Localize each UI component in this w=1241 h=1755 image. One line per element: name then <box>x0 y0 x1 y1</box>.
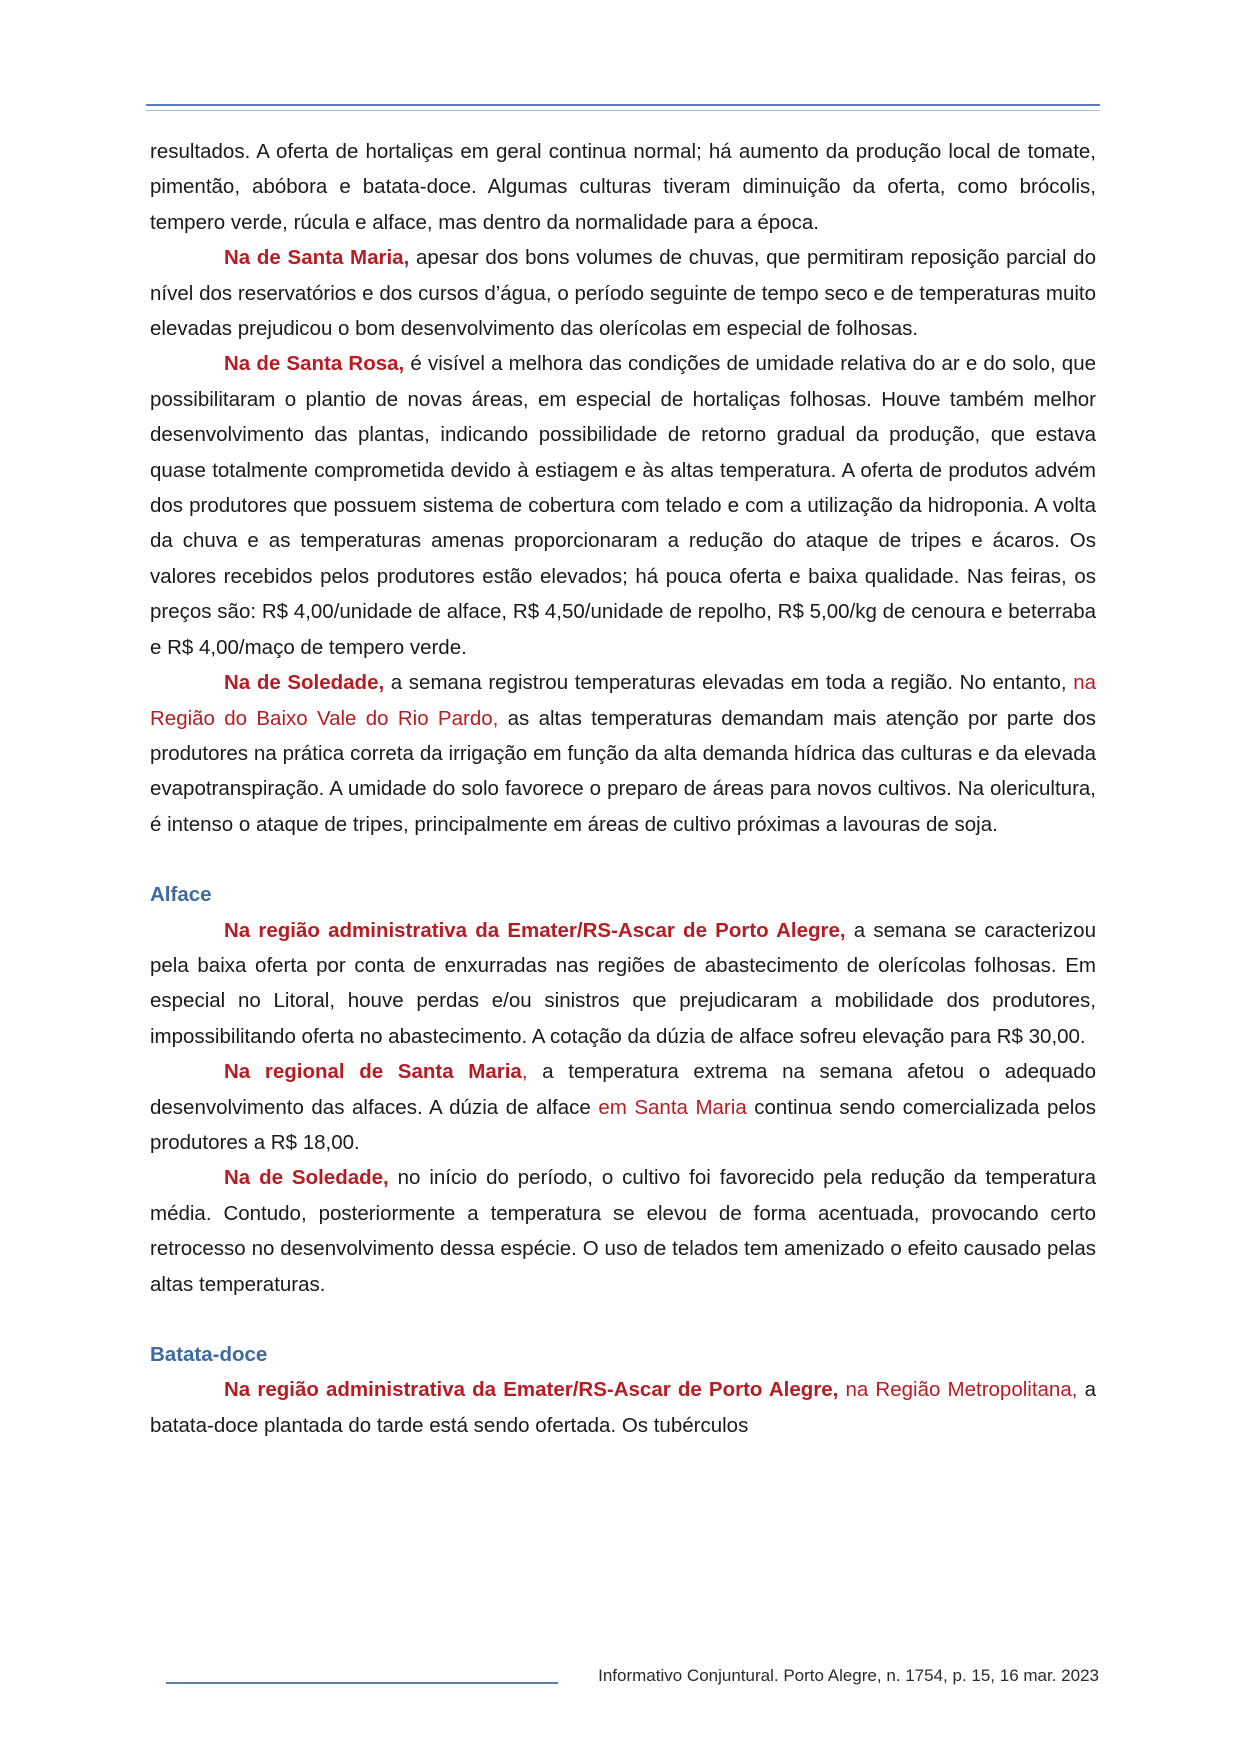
paragraph-text: é visível a melhora das condições de umidade relativa do ar e do solo, que possibilitaram o plantio de novas áreas, em especial de hortaliças folhosas. Houve também melhor desenvolvimento das plantas, indicando possibilidade de retorno gradual da produção, que estava quase totalmente comprometida devido à estiagem e às altas temperatura. A oferta de produtos advém dos produtores que possuem sistema de cobertura com telado e com a utilização da hidroponia. A volta da chuva e as temperaturas amenas proporcionaram a redução do ataque de tripes e ácaros. Os valores recebidos pelos produtores estão elevados; há pouca oferta e baixa qualidade. Nas feiras, os preços são: R$ 4,00/unidade de alface, R$ 4,50/unidade de repolho, R$ 5,00/kg de cenoura e beterraba e R$ 4,00/maço de tempero verde. <box>150 352 1096 659</box>
region-lead: Na regional de Santa Maria <box>224 1060 522 1084</box>
paragraph-text: a semana registrou temperaturas elevadas em toda a região. No entanto, <box>384 671 1074 695</box>
footer-citation: Informativo Conjuntural. Porto Alegre, n. 1754, p. 15, 16 mar. 2023 <box>598 1666 1099 1685</box>
paragraph-text: no início do período, o cultivo foi favorecido pela redução da temperatura média. Contudo, posteriormente a temperatura se elevou de forma acentuada, provocando certo retrocesso no desenvolvimento dessa espécie. O uso de telados tem amenizado o efeito causado pelas altas temperaturas. <box>150 1166 1096 1296</box>
paragraph-santa-maria <box>150 240 1096 346</box>
paragraph-text: a batata-doce plantada do tarde está sendo ofertada. Os tubérculos <box>150 1378 1096 1437</box>
region-highlight: na Região do Baixo Vale do Rio Pardo, <box>150 671 1096 730</box>
region-highlight: em Santa Maria <box>598 1095 747 1119</box>
region-lead: Na de Santa Maria, <box>224 246 410 270</box>
section-title-batata-doce: Batata-doce <box>150 1343 268 1366</box>
region-lead: Na de Santa Rosa, <box>224 352 405 376</box>
paragraph-text: a semana se caracterizou pela baixa oferta por conta de enxurradas nas regiões de abastecimento de olerícolas folhosas. Em especial no Litoral, houve perdas e/ou sinistros que prejudicaram a mobilidade dos produtores, impossibilitando oferta no abastecimento. A cotação da dúzia de alface sofreu elevação para R$ 30,00. <box>150 918 1096 1048</box>
paragraph-text: continua sendo comercializada pelos produtores a R$ 18,00. <box>150 1095 1097 1154</box>
paragraph-text: as altas temperaturas demandam mais atenção por parte dos produtores na prática correta da irrigação em função da alta demanda hídrica das culturas e da elevada evapotranspiração. A umidade do solo favorece o preparo de áreas para novos cultivos. Na olericultura, é intenso o ataque de tripes, principalmente em áreas de cultivo próximas a lavouras de soja. <box>150 706 1096 836</box>
region-lead: Na região administrativa da Emater/RS-Ascar de Porto Alegre, <box>224 1378 839 1402</box>
page-body <box>150 134 1096 1443</box>
region-lead: Na de Soledade, <box>224 671 385 695</box>
region-lead: Na região administrativa da Emater/RS-Ascar de Porto Alegre, <box>224 918 846 942</box>
region-comma: , <box>521 1060 528 1084</box>
paragraph-text: a temperatura extrema na semana afetou o adequado desenvolvimento das alfaces. A dúzia de alface <box>150 1060 1096 1119</box>
header-rule <box>146 104 1100 111</box>
paragraph-soledade <box>150 665 1096 842</box>
paragraph-alface-santa-maria <box>150 1054 1096 1160</box>
paragraph-alface-soledade <box>150 1160 1096 1302</box>
paragraph-alface-porto-alegre <box>150 913 1096 1055</box>
region-lead: Na de Soledade, <box>224 1166 389 1190</box>
region-highlight: na Região Metropolitana, <box>838 1378 1078 1402</box>
footer-rule <box>166 1682 558 1684</box>
section-spacer <box>150 842 1096 877</box>
paragraph-santa-rosa <box>150 346 1096 665</box>
paragraph: resultados. A oferta de hortaliças em geral continua normal; há aumento da produção local de tomate, pimentão, abóbora e batata-doce. Algumas culturas tiveram diminuição da oferta, como brócolis, tempero verde, rúcula e alface, mas dentro da normalidade para a época. <box>150 140 1096 234</box>
section-title-alface: Alface <box>150 883 212 907</box>
paragraph-text: apesar dos bons volumes de chuvas, que permitiram reposição parcial do nível dos reservatórios e dos cursos d’água, o período seguinte de tempo seco e de temperaturas muito elevadas prejudicou o bom desenvolvimento das olerícolas em especial de folhosas. <box>150 246 1096 341</box>
paragraph-batata-porto-alegre <box>150 1372 1096 1443</box>
section-spacer <box>150 1302 1096 1337</box>
